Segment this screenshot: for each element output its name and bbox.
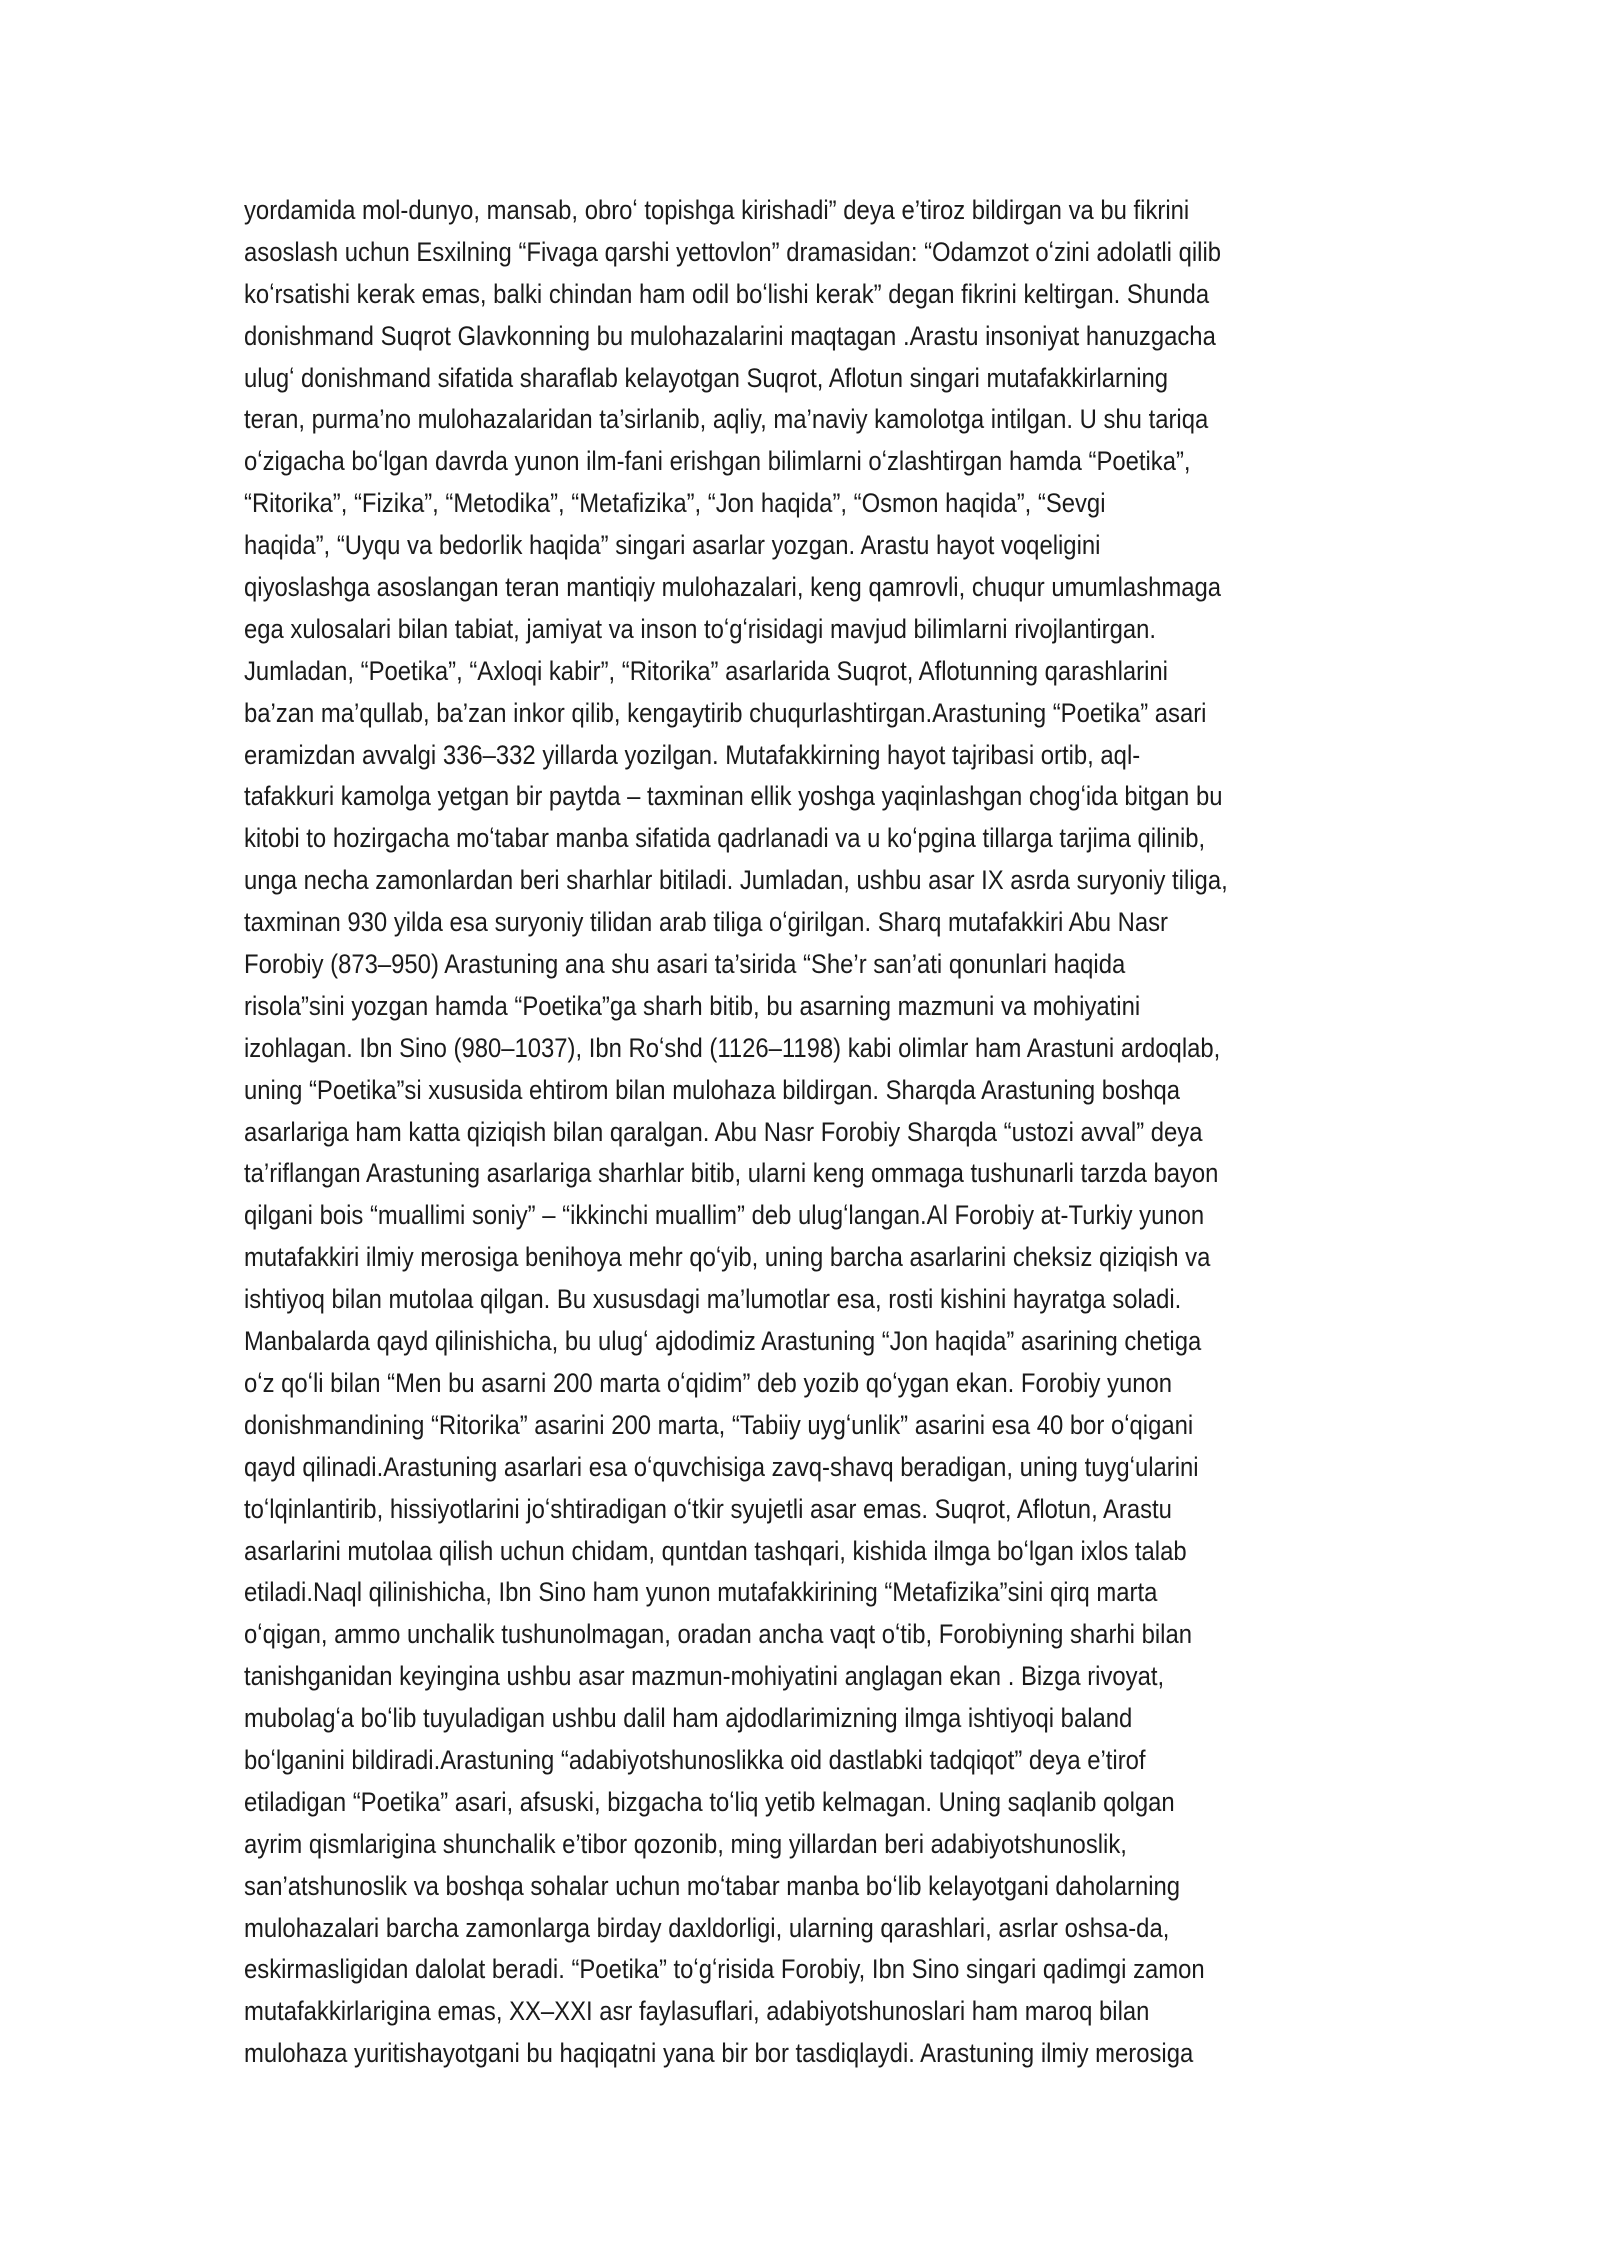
text-line-content: tafakkuri kamolga yetgan bir paytda – taxminan ellik yoshga yaqinlashgan chogʻida bitgan bu <box>244 781 1223 812</box>
text-line-content: izohlagan. Ibn Sino (980–1037), Ibn Roʻshd (1126–1198) kabi olimlar ham Arastuni ardoqlab, <box>244 1032 1221 1063</box>
text-line-content: etiladi.Naql qilinishicha, Ibn Sino ham yunon mutafakkirining “Metafizika”sini qirq marta <box>244 1577 1158 1608</box>
text-line-content: ishtiyoq bilan mutolaa qilgan. Bu xususdagi ma’lumotlar esa, rosti kishini hayratga soladi. <box>244 1284 1182 1315</box>
text-line <box>244 1908 1370 1950</box>
text-line-content: toʻlqinlantirib, hissiyotlarini joʻshtiradigan oʻtkir syujetli asar emas. Suqrot, Aflotun, Arastu <box>244 1493 1172 1524</box>
text-line <box>244 1866 1370 1908</box>
text-line <box>244 232 1370 274</box>
text-line-content: eramizdan avvalgi 336–332 yillarda yozilgan. Mutafakkirning hayot tajribasi ortib, aql- <box>244 739 1141 770</box>
text-line-content: ba’zan ma’qullab, ba’zan inkor qilib, kengaytirib chuqurlashtirgan.Arastuning “Poetika” asari <box>244 697 1207 728</box>
text-line <box>244 1740 1370 1782</box>
text-line <box>244 693 1370 735</box>
text-line-content: ega xulosalari bilan tabiat, jamiyat va inson toʻgʻrisidagi mavjud bilimlarni rivojlantirgan. <box>244 613 1157 644</box>
text-line <box>244 274 1370 316</box>
text-line <box>244 1028 1370 1070</box>
text-line-content: risola”sini yozgan hamda “Poetika”ga sharh bitib, bu asarning mazmuni va mohiyatini <box>244 990 1141 1021</box>
text-line-content: mubolagʻa boʻlib tuyuladigan ushbu dalil ham ajdodlarimizning ilmga ishtiyoqi baland <box>244 1703 1133 1734</box>
text-line <box>244 1321 1370 1363</box>
text-line <box>244 2033 1370 2075</box>
text-line <box>244 1531 1370 1573</box>
text-line <box>244 1698 1370 1740</box>
text-line-content: eskirmasligidan dalolat beradi. “Poetika” toʻgʻrisida Forobiy, Ibn Sino singari qadimgi zamon <box>244 1954 1205 1985</box>
text-line <box>244 1656 1370 1698</box>
text-line <box>244 1824 1370 1866</box>
text-line-content: ta’riflangan Arastuning asarlariga sharhlar bitib, ularni keng ommaga tushunarli tarzda bayon <box>244 1158 1219 1189</box>
text-line <box>244 1237 1370 1279</box>
text-line-content: taxminan 930 yilda esa suryoniy tilidan arab tiliga oʻgirilgan. Sharq mutafakkiri Abu Nasr <box>244 907 1169 938</box>
text-line-content: Jumladan, “Poetika”, “Axloqi kabir”, “Ritorika” asarlarida Suqrot, Aflotunning qarashlarini <box>244 655 1168 686</box>
text-line <box>244 525 1370 567</box>
text-line-content: qilgani bois “muallimi soniy” – “ikkinchi muallim” deb ulugʻlangan.Al Forobiy at-Turkiy yunon <box>244 1200 1205 1231</box>
text-line <box>244 399 1370 441</box>
text-line-content: uning “Poetika”si xususida ehtirom bilan mulohaza bildirgan. Sharqda Arastuning boshqa <box>244 1074 1181 1105</box>
text-line <box>244 944 1370 986</box>
text-line-content: tanishganidan keyingina ushbu asar mazmun-mohiyatini anglagan ekan . Bizga rivoyat, <box>244 1661 1165 1692</box>
text-line-content: ulugʻ donishmand sifatida sharaflab kelayotgan Suqrot, Aflotun singari mutafakkirlarning <box>244 362 1169 393</box>
text-line <box>244 1070 1370 1112</box>
text-line <box>244 1405 1370 1447</box>
text-line <box>244 190 1370 232</box>
text-line-content: etiladigan “Poetika” asari, afsuski, bizgacha toʻliq yetib kelmagan. Uning saqlanib qolgan <box>244 1786 1175 1817</box>
text-line-content: donishmandining “Ritorika” asarini 200 marta, “Tabiiy uygʻunlik” asarini esa 40 bor oʻqigani <box>244 1409 1194 1440</box>
text-line-content: oʻqigan, ammo unchalik tushunolmagan, oradan ancha vaqt oʻtib, Forobiyning sharhi bilan <box>244 1619 1192 1650</box>
text-line-content: haqida”, “Uyqu va bedorlik haqida” singari asarlar yozgan. Arastu hayot voqeligini <box>244 530 1101 561</box>
text-line <box>244 776 1370 818</box>
text-line <box>244 986 1370 1028</box>
text-line-content: mutafakkiri ilmiy merosiga benihoya mehr qoʻyib, uning barcha asarlarini cheksiz qiziqish va <box>244 1242 1211 1273</box>
text-line-content: “Ritorika”, “Fizika”, “Metodika”, “Metafizika”, “Jon haqida”, “Osmon haqida”, “Sevgi <box>244 488 1106 519</box>
text-line-content: Forobiy (873–950) Arastuning ana shu asari ta’sirida “She’r san’ati qonunlari haqida <box>244 949 1126 980</box>
text-line <box>244 1447 1370 1489</box>
text-line <box>244 651 1370 693</box>
text-line-content: asoslash uchun Esxilning “Fivaga qarshi yettovlon” dramasidan: “Odamzot oʻzini adolatli qilib <box>244 236 1222 267</box>
text-line-content: yordamida mol-dunyo, mansab, obroʻ topishga kirishadi” deya e’tiroz bildirgan va bu fikrini <box>244 195 1190 225</box>
text-line-content: qiyoslashga asoslangan teran mantiqiy mulohazalari, keng qamrovli, chuqur umumlashmaga <box>244 572 1222 603</box>
text-line <box>244 609 1370 651</box>
text-line-content: teran, purma’no mulohazalaridan ta’sirlanib, aqliy, ma’naviy kamolotga intilgan. U shu tariqa <box>244 404 1209 435</box>
body-paragraph <box>244 190 1370 2075</box>
text-line <box>244 1112 1370 1154</box>
text-line-content: boʻlganini bildiradi.Arastuning “adabiyotshunoslikka oid dastlabki tadqiqot” deya e’tirof <box>244 1744 1146 1775</box>
text-line-content: ayrim qismlarigina shunchalik e’tibor qozonib, ming yillardan beri adabiyotshunoslik, <box>244 1828 1127 1859</box>
text-line <box>244 860 1370 902</box>
text-line <box>244 316 1370 358</box>
text-line <box>244 1991 1370 2033</box>
text-line-content: mutafakkirlarigina emas, XX–XXI asr faylasuflari, adabiyotshunoslari ham maroq bilan <box>244 1996 1150 2027</box>
text-line-content: san’atshunoslik va boshqa sohalar uchun moʻtabar manba boʻlib kelayotgani daholarning <box>244 1870 1181 1901</box>
text-line-content: asarlariga ham katta qiziqish bilan qaralgan. Abu Nasr Forobiy Sharqda “ustozi avval” deya <box>244 1116 1203 1147</box>
text-line-content: mulohazalari barcha zamonlarga birday daxldorligi, ularning qarashlari, asrlar oshsa-da, <box>244 1912 1170 1943</box>
text-line <box>244 1614 1370 1656</box>
text-line <box>244 735 1370 777</box>
text-line <box>244 1489 1370 1531</box>
text-line <box>244 1572 1370 1614</box>
text-line <box>244 483 1370 525</box>
text-line-content: donishmand Suqrot Glavkonning bu mulohazalarini maqtagan .Arastu insoniyat hanuzgacha <box>244 320 1216 351</box>
text-line <box>244 902 1370 944</box>
text-line <box>244 1363 1370 1405</box>
text-line-content: unga necha zamonlardan beri sharhlar bitiladi. Jumladan, ushbu asar IX asrda suryoniy tiliga, <box>244 865 1228 896</box>
text-line-content: mulohaza yuritishayotgani bu haqiqatni yana bir bor tasdiqlaydi. Arastuning ilmiy merosiga <box>244 2038 1194 2069</box>
text-line-content: kitobi to hozirgacha moʻtabar manba sifatida qadrlanadi va u koʻpgina tillarga tarjima qilinib, <box>244 823 1206 854</box>
text-line-content: oʻzigacha boʻlgan davrda yunon ilm-fani erishgan bilimlarni oʻzlashtirgan hamda “Poetika”, <box>244 446 1191 477</box>
text-line <box>244 1782 1370 1824</box>
text-line <box>244 1279 1370 1321</box>
text-line-content: oʻz qoʻli bilan “Men bu asarni 200 marta oʻqidim” deb yozib qoʻygan ekan. Forobiy yunon <box>244 1367 1173 1398</box>
text-line-content: qayd qilinadi.Arastuning asarlari esa oʻquvchisiga zavq-shavq beradigan, uning tuygʻularini <box>244 1451 1199 1482</box>
text-line <box>244 1949 1370 1991</box>
text-line <box>244 358 1370 400</box>
text-line-content: Manbalarda qayd qilinishicha, bu ulugʻ ajdodimiz Arastuning “Jon haqida” asarining chetiga <box>244 1326 1202 1357</box>
text-line-content: koʻrsatishi kerak emas, balki chindan ham odil boʻlishi kerak” degan fikrini keltirgan. Shunda <box>244 278 1210 309</box>
text-line <box>244 567 1370 609</box>
text-line <box>244 818 1370 860</box>
text-line-content: asarlarini mutolaa qilish uchun chidam, quntdan tashqari, kishida ilmga boʻlgan ixlos talab <box>244 1535 1187 1566</box>
text-line <box>244 1195 1370 1237</box>
text-line <box>244 441 1370 483</box>
text-line <box>244 1153 1370 1195</box>
